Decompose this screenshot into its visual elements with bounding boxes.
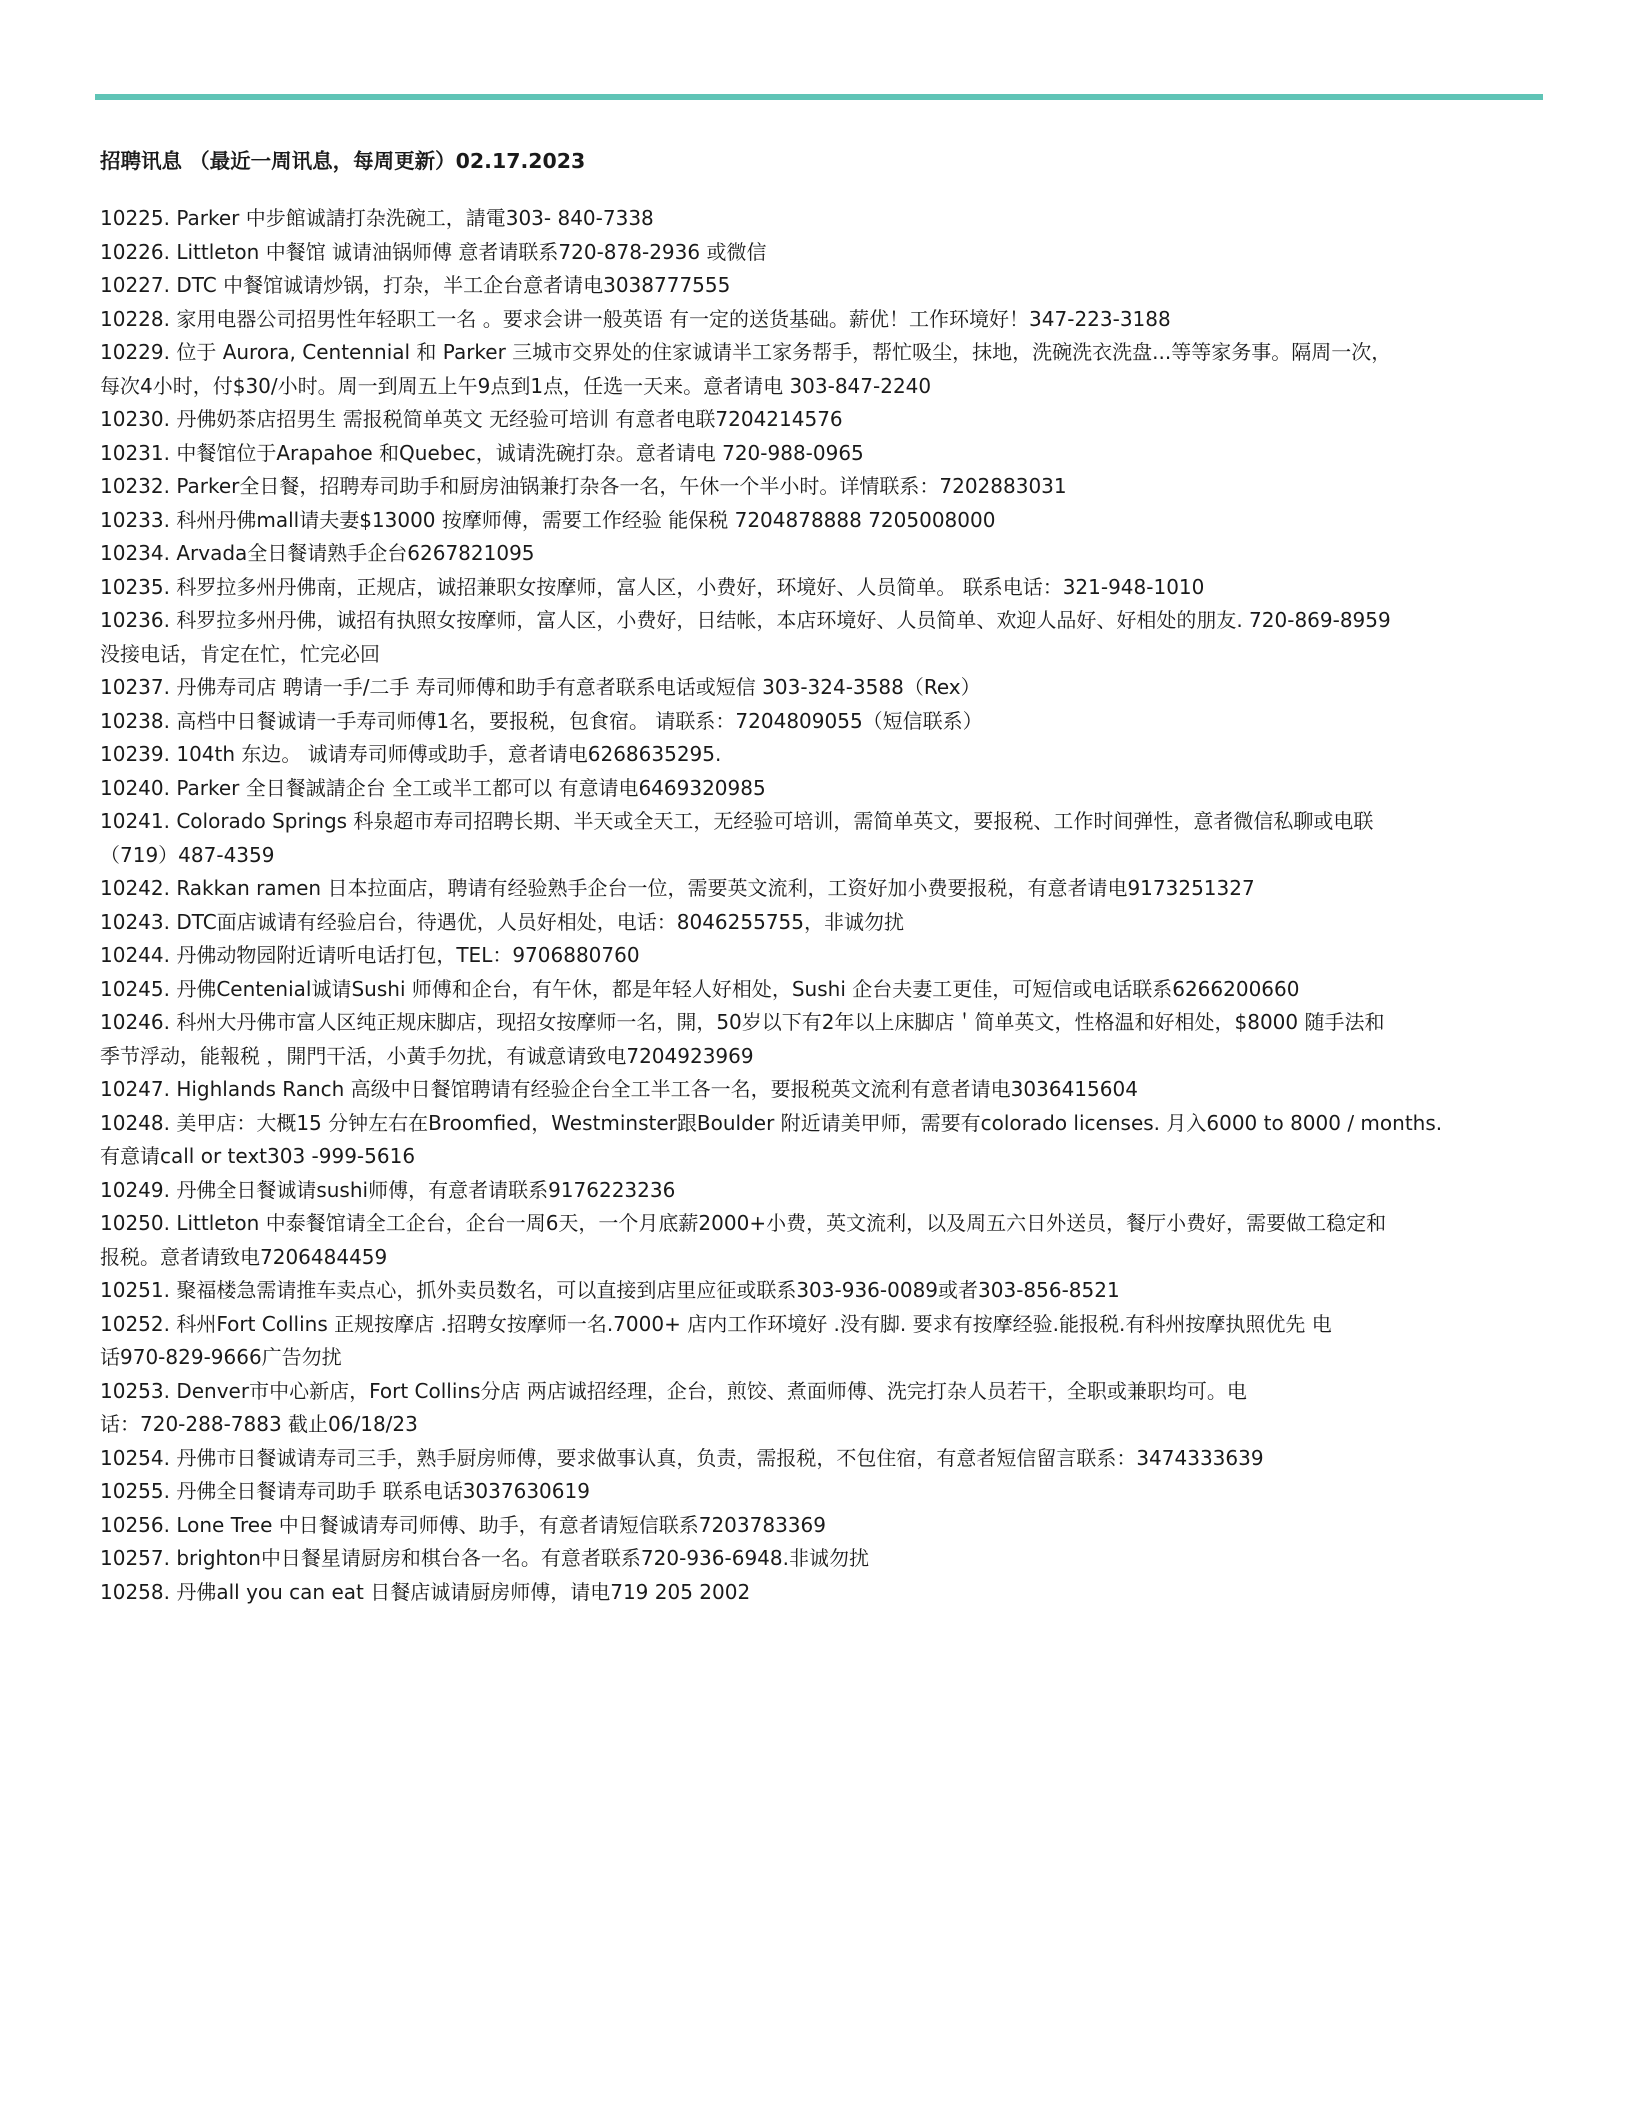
listing-item-continued: 有意请call or text303 -999-5616	[100, 1144, 416, 1168]
job-listing	[100, 202, 1540, 1609]
listing-item: 10255. 丹佛全日餐请寿司助手 联系电话3037630619	[100, 1479, 590, 1503]
listing-item: 10256. Lone Tree 中日餐诚请寿司师傅、助手，有意者请短信联系7203783369	[100, 1512, 826, 1537]
listing-item: 10228. 家用电器公司招男性年轻职工一名 。要求会讲一般英语 有一定的送货基础。薪优！工作环境好！347-223-3188	[100, 306, 1171, 331]
listing-item: 10243. DTC面店诚请有经验启台，待遇优，人员好相处，电话：8046255755，非诚勿扰	[100, 909, 904, 934]
listing-item: 10226. Littleton 中餐馆 诚请油锅师傅 意者请联系720-878-2936 或微信	[100, 239, 767, 264]
listing-item: 10250. Littleton 中泰餐馆请全工企台，企台一周6天，一个月底薪2000+小费，英文流利，以及周五六日外送员，餐厅小费好，需要做工稳定和	[100, 1211, 1387, 1235]
listing-item-continued: （719）487-4359	[100, 842, 275, 867]
listing-item-continued: 报税。意者请致电7206484459	[100, 1244, 388, 1269]
listing-item: 10254. 丹佛市日餐诚请寿司三手，熟手厨房师傅，要求做事认真，负责，需报税，不包住宿，有意者短信留言联系：3474333639	[100, 1445, 1264, 1470]
listing-item: 10239. 104th 东边。 诚请寿司师傅或助手，意者请电6268635295.	[100, 742, 722, 766]
listing-item: 10246. 科州大丹佛市富人区纯正规床脚店，现招女按摩师一名，開，50岁以下有2年以上床脚店＇简单英文，性格温和好相处，$8000 随手法和	[100, 1010, 1385, 1034]
listing-item: 10235. 科罗拉多州丹佛南，正规店，诚招兼职女按摩师，富人区，小费好，环境好、人员简单。 联系电话：321-948-1010	[100, 574, 1205, 599]
listing-item: 10231. 中餐馆位于Arapahoe 和Quebec，诚请洗碗打杂。意者请电 720-988-0965	[100, 440, 864, 465]
listing-item: 10242. Rakkan ramen 日本拉面店，聘请有经验熟手企台一位，需要英文流利，工资好加小费要报税，有意者请电9173251327	[100, 876, 1255, 900]
header-rule	[95, 94, 1543, 100]
listing-item: 10245. 丹佛Centenial诚请Sushi 师傅和企台，有午休，都是年轻人好相处，Sushi 企台夫妻工更佳，可短信或电话联系6266200660	[100, 976, 1300, 1001]
listing-item: 10244. 丹佛动物园附近请听电话打包，TEL：9706880760	[100, 943, 640, 967]
listing-item-continued: 每次4小时，付$30/小时。周一到周五上午9点到1点，任选一天来。意者请电 303-847-2240	[100, 373, 932, 398]
page-title: 招聘讯息 （最近一周讯息，每周更新）02.17.2023	[100, 149, 586, 173]
listing-item-continued: 没接电话，肯定在忙，忙完必回	[100, 641, 380, 666]
listing-item: 10241. Colorado Springs 科泉超市寿司招聘长期、半天或全天工，无经验可培训，需简单英文，要报税、工作时间弹性，意者微信私聊或电联	[100, 809, 1374, 833]
listing-item: 10225. Parker 中步館诚請打杂洗碗工，請電303- 840-7338	[100, 206, 654, 230]
listing-item: 10227. DTC 中餐馆诚请炒锅，打杂，半工企台意者请电3038777555	[100, 273, 731, 297]
listing-item: 10238. 高档中日餐诚请一手寿司师傅1名，要报税，包食宿。 请联系：7204809055（短信联系）	[100, 708, 983, 733]
listing-item: 10230. 丹佛奶茶店招男生 需报税简单英文 无经验可培训 有意者电联7204214576	[100, 407, 843, 431]
listing-item-continued: 话970-829-9666广告勿扰	[100, 1345, 342, 1369]
listing-item-continued: 季节浮动，能報税 ，開門干活，小黃手勿扰，有诚意请致电7204923969	[100, 1043, 754, 1068]
listing-item: 10236. 科罗拉多州丹佛，诚招有执照女按摩师，富人区，小费好，日结帐，本店环境好、人员简单、欢迎人品好、好相处的朋友. 720-869-8959	[100, 608, 1391, 632]
listing-item: 10249. 丹佛全日餐诚请sushi师傅，有意者请联系9176223236	[100, 1177, 676, 1202]
listing-item-continued: 话：720-288-7883 截止06/18/23	[100, 1412, 418, 1436]
listing-item: 10251. 聚福楼急需请推车卖点心，抓外卖员数名，可以直接到店里应征或联系303-936-0089或者303-856-8521	[100, 1278, 1120, 1302]
listing-item: 10237. 丹佛寿司店 聘请一手/二手 寿司师傅和助手有意者联系电话或短信 303-324-3588（Rex）	[100, 675, 981, 699]
listing-item: 10253. Denver市中心新店，Fort Collins分店 两店诚招经理，企台，煎饺、煮面师傅、洗完打杂人员若干，全职或兼职均可。电	[100, 1378, 1247, 1403]
listing-item: 10257. brighton中日餐星请厨房和棋台各一名。有意者联系720-936-6948.非诚勿扰	[100, 1546, 869, 1570]
listing-item: 10240. Parker 全日餐誠請企台 全工或半工都可以 有意请电6469320985	[100, 775, 766, 800]
listing-item: 10252. 科州Fort Collins 正规按摩店 .招聘女按摩师一名.7000+ 店内工作环境好 .没有脚. 要求有按摩经验.能报税.有科州按摩执照优先 电	[100, 1311, 1332, 1336]
listing-item: 10258. 丹佛all you can eat 日餐店诚请厨房师傅，请电719 205 2002	[100, 1579, 751, 1604]
listing-item: 10248. 美甲店：大概15 分钟左右在Broomfied，Westminster跟Boulder 附近请美甲师，需要有colorado licenses. 月入6000 to 8000 / months.	[100, 1110, 1443, 1135]
listing-item: 10229. 位于 Aurora, Centennial 和 Parker 三城市交界处的住家诚请半工家务帮手，帮忙吸尘，抹地，洗碗洗衣洗盘...等等家务事。隔周一次，	[100, 340, 1392, 364]
listing-item: 10232. Parker全日餐，招聘寿司助手和厨房油锅兼打杂各一名，午休一个半小时。详情联系：7202883031	[100, 474, 1067, 498]
listing-item: 10247. Highlands Ranch 高级中日餐馆聘请有经验企台全工半工各一名，要报税英文流利有意者请电3036415604	[100, 1077, 1138, 1101]
listing-item: 10234. Arvada全日餐请熟手企台6267821095	[100, 541, 535, 565]
listing-item: 10233. 科州丹佛mall请夫妻$13000 按摩师傅，需要工作经验 能保税 7204878888 7205008000	[100, 507, 996, 532]
